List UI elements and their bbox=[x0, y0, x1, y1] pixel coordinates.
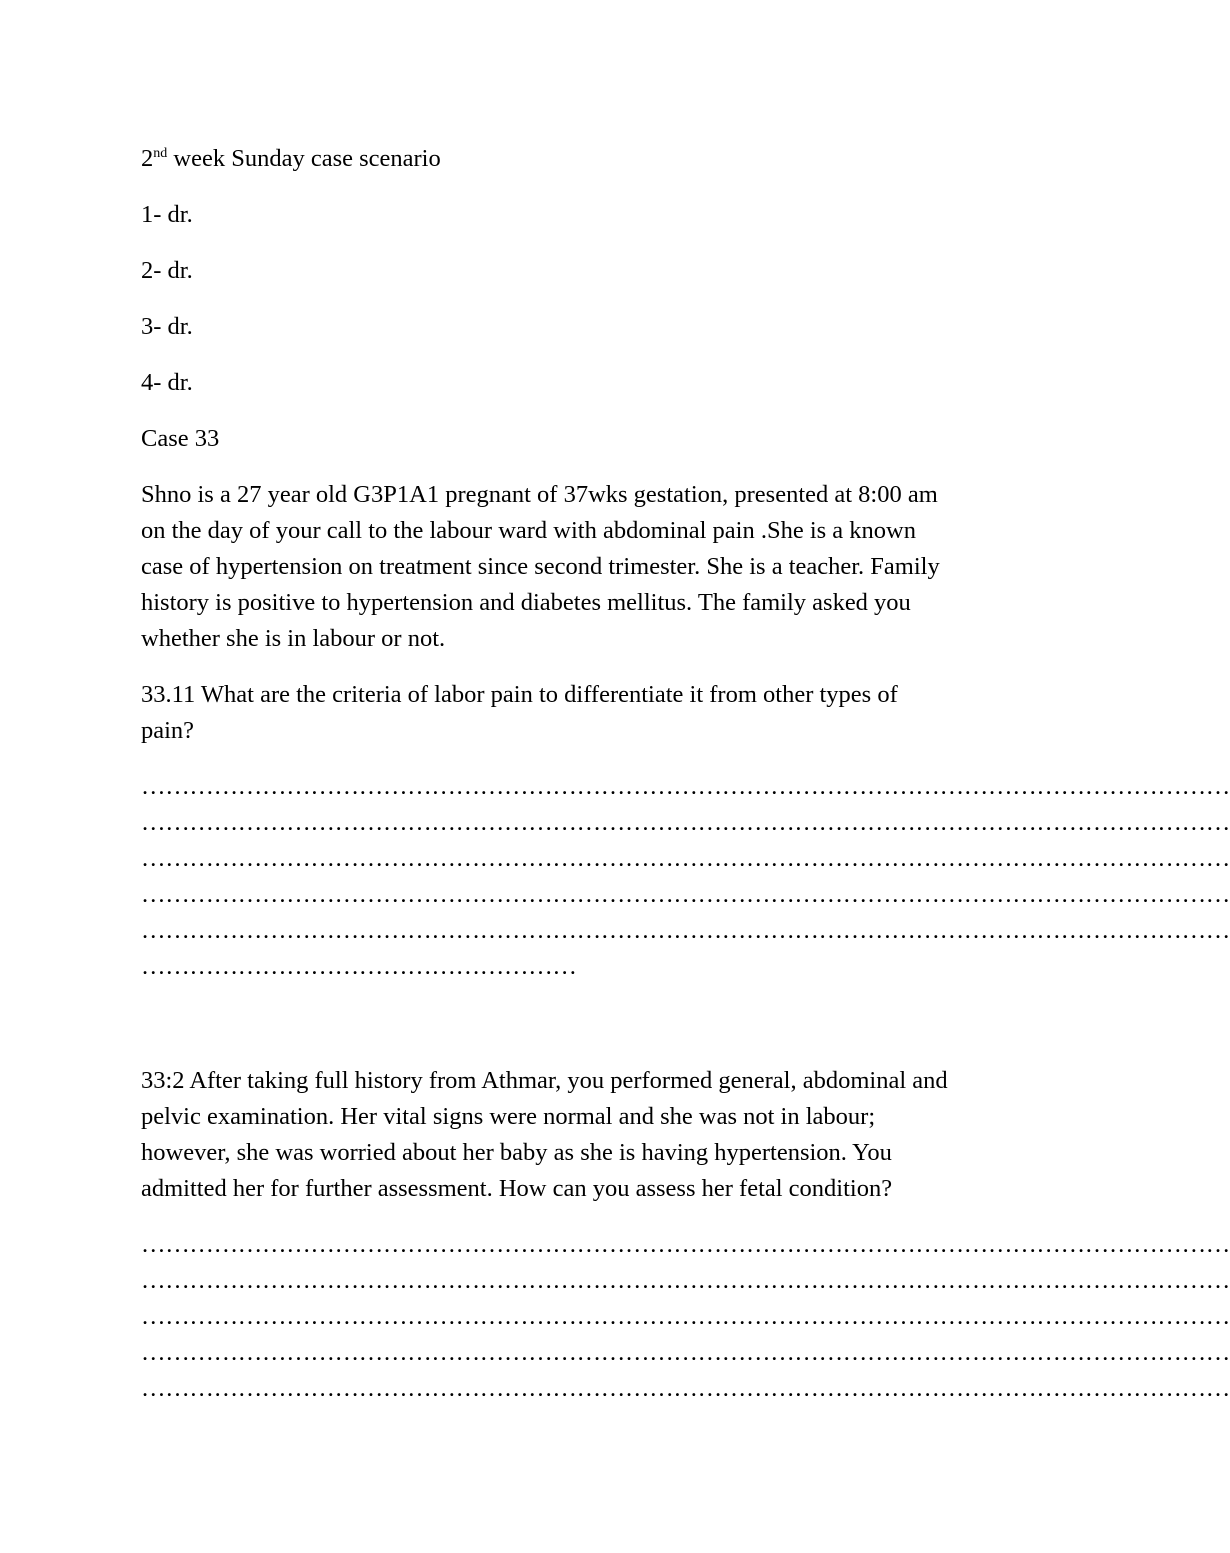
doctor-line-1: 1- dr. bbox=[141, 201, 193, 228]
page-heading bbox=[141, 141, 441, 177]
answer-2-blank-line: ……………………………………………………………………………………………………………………… bbox=[141, 1231, 1230, 1258]
heading-superscript: nd bbox=[153, 146, 168, 161]
answer-1-blank-line: ……………………………………………………………………………………………………………………… bbox=[141, 917, 1230, 944]
doctor-line-4: 4- dr. bbox=[141, 369, 193, 396]
question-2-line: 33:2 After taking full history from Athmar, you performed general, abdominal and bbox=[141, 1067, 948, 1094]
scenario-line: history is positive to hypertension and diabetes mellitus. The family asked you bbox=[141, 589, 911, 616]
question-1-line: pain? bbox=[141, 717, 195, 744]
scenario-line: on the day of your call to the labour ward with abdominal pain .She is a known bbox=[141, 517, 916, 544]
question-2-line: however, she was worried about her baby as she is having hypertension. You bbox=[141, 1139, 892, 1166]
scenario-line: whether she is in labour or not. bbox=[141, 625, 446, 652]
scenario-line: case of hypertension on treatment since second trimester. She is a teacher. Family bbox=[141, 553, 940, 580]
scenario-line: Shno is a 27 year old G3P1A1 pregnant of 37wks gestation, presented at 8:00 am bbox=[141, 481, 938, 508]
answer-1-blank-line: ……………………………………………… bbox=[141, 953, 577, 980]
answer-1-blank-line: ……………………………………………………………………………………………………………………… bbox=[141, 881, 1230, 908]
answer-2-blank-line: ……………………………………………………………………………………………………………………… bbox=[141, 1267, 1230, 1294]
heading-lead: 2 bbox=[141, 145, 154, 172]
doctor-line-3: 3- dr. bbox=[141, 313, 193, 340]
answer-1-blank-line: ……………………………………………………………………………………………………………………… bbox=[141, 809, 1230, 836]
question-2-line: pelvic examination. Her vital signs were normal and she was not in labour; bbox=[141, 1103, 876, 1130]
answer-1-blank-line: ……………………………………………………………………………………………………………………… bbox=[141, 845, 1230, 872]
case-title: Case 33 bbox=[141, 425, 220, 452]
answer-1-blank-line: ……………………………………………………………………………………………………………………… bbox=[141, 773, 1230, 800]
heading-rest: week Sunday case scenario bbox=[167, 145, 441, 172]
question-2-line: admitted her for further assessment. How can you assess her fetal condition? bbox=[141, 1175, 893, 1202]
answer-2-blank-line: ……………………………………………………………………………………………………………………… bbox=[141, 1375, 1230, 1402]
question-1-line: 33.11 What are the criteria of labor pain to differentiate it from other types of bbox=[141, 681, 898, 708]
doctor-line-2: 2- dr. bbox=[141, 257, 193, 284]
answer-2-blank-line: ……………………………………………………………………………………………………………………… bbox=[141, 1303, 1230, 1330]
answer-2-blank-line: ……………………………………………………………………………………………………………………… bbox=[141, 1339, 1230, 1366]
